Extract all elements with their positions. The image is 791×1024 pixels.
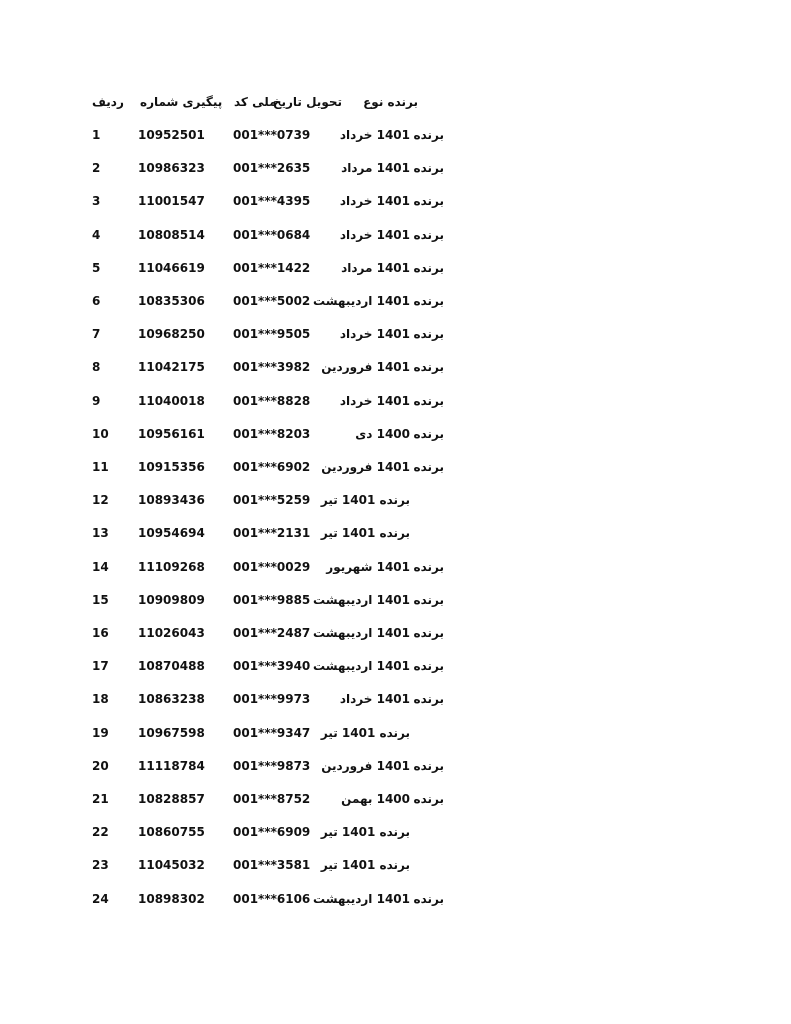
row-number: 9 (92, 394, 101, 408)
row-number: 4 (92, 228, 101, 242)
table-header (0, 92, 791, 112)
table-row (0, 623, 791, 643)
tracking-number: 10860755 (138, 825, 205, 839)
winner-type: برنده (413, 228, 444, 242)
table-row (0, 855, 791, 875)
header-delivery-date: تحویل تاریخ (272, 95, 342, 109)
delivery-date: 1401 اردیبهشت (312, 892, 410, 906)
winner-type: برنده (413, 427, 444, 441)
tracking-number: 11046619 (138, 261, 205, 275)
national-code: 001***6902 (233, 460, 311, 474)
delivery-date: برنده 1401 تیر (320, 526, 410, 540)
delivery-date: 1401 مرداد (341, 261, 410, 275)
table-row (0, 125, 791, 145)
table-row (0, 822, 791, 842)
tracking-number: 10870488 (138, 659, 205, 673)
winner-type: برنده (413, 327, 444, 341)
table-row (0, 225, 791, 245)
tracking-number: 10952501 (138, 128, 205, 142)
table-row (0, 258, 791, 278)
winner-type: برنده (413, 659, 444, 673)
tracking-number: 10956161 (138, 427, 205, 441)
tracking-number: 11040018 (138, 394, 205, 408)
row-number: 11 (92, 460, 109, 474)
row-number: 1 (92, 128, 101, 142)
row-number: 10 (92, 427, 109, 441)
winner-type: برنده (413, 460, 444, 474)
national-code: 001***2131 (233, 526, 311, 540)
header-tracking: پیگیری شماره (140, 95, 223, 109)
header-row-no: ردیف (92, 95, 124, 109)
delivery-date: برنده 1401 تیر (320, 825, 410, 839)
winner-type: برنده (413, 394, 444, 408)
table-row (0, 191, 791, 211)
row-number: 18 (92, 692, 109, 706)
table-row (0, 590, 791, 610)
row-number: 16 (92, 626, 109, 640)
tracking-number: 10863238 (138, 692, 205, 706)
delivery-date: 1401 خرداد (339, 128, 410, 142)
tracking-number: 11045032 (138, 858, 205, 872)
delivery-date: 1401 خرداد (339, 228, 410, 242)
tracking-number: 10808514 (138, 228, 205, 242)
table-row (0, 689, 791, 709)
winner-type: برنده (413, 692, 444, 706)
table-row (0, 789, 791, 809)
row-number: 6 (92, 294, 101, 308)
row-number: 17 (92, 659, 109, 673)
national-code: 001***3982 (233, 360, 311, 374)
national-code: 001***9347 (233, 726, 311, 740)
national-code: 001***2635 (233, 161, 311, 175)
delivery-date: 1401 اردیبهشت (312, 593, 410, 607)
row-number: 21 (92, 792, 109, 806)
table-row (0, 723, 791, 743)
table-row (0, 656, 791, 676)
winner-type: برنده (413, 593, 444, 607)
table-row (0, 357, 791, 377)
row-number: 19 (92, 726, 109, 740)
delivery-date: 1401 فروردین (321, 460, 410, 474)
winner-type: برنده (413, 626, 444, 640)
winner-type: برنده (413, 294, 444, 308)
row-number: 5 (92, 261, 101, 275)
tracking-number: 11001547 (138, 194, 205, 208)
delivery-date: 1401 اردیبهشت (312, 659, 410, 673)
tracking-number: 10893436 (138, 493, 205, 507)
table-row (0, 457, 791, 477)
delivery-date: 1401 خرداد (339, 327, 410, 341)
national-code: 001***1422 (233, 261, 311, 275)
national-code: 001***8203 (233, 427, 311, 441)
table-row (0, 391, 791, 411)
national-code: 001***8828 (233, 394, 311, 408)
row-number: 22 (92, 825, 109, 839)
tracking-number: 10986323 (138, 161, 205, 175)
delivery-date: 1401 خرداد (339, 194, 410, 208)
row-number: 23 (92, 858, 109, 872)
tracking-number: 10828857 (138, 792, 205, 806)
winner-type: برنده (413, 759, 444, 773)
table-row (0, 557, 791, 577)
winner-type: برنده (413, 792, 444, 806)
row-number: 7 (92, 327, 101, 341)
delivery-date: 1401 شهریور (326, 560, 410, 574)
tracking-number: 10898302 (138, 892, 205, 906)
tracking-number: 10915356 (138, 460, 205, 474)
table-row (0, 490, 791, 510)
national-code: 001***6106 (233, 892, 311, 906)
tracking-number: 10835306 (138, 294, 205, 308)
national-code: 001***5259 (233, 493, 311, 507)
row-number: 3 (92, 194, 101, 208)
winner-type: برنده (413, 161, 444, 175)
table-row (0, 523, 791, 543)
row-number: 8 (92, 360, 101, 374)
delivery-date: برنده 1401 تیر (320, 858, 410, 872)
winner-type: برنده (413, 128, 444, 142)
table-row (0, 889, 791, 909)
tracking-number: 10909809 (138, 593, 205, 607)
delivery-date: 1400 بهمن (341, 792, 410, 806)
national-code: 001***8752 (233, 792, 311, 806)
winner-type: برنده (413, 194, 444, 208)
national-code: 001***0739 (233, 128, 311, 142)
table-row (0, 756, 791, 776)
delivery-date: 1401 اردیبهشت (312, 626, 410, 640)
delivery-date: 1401 فروردین (321, 759, 410, 773)
national-code: 001***2487 (233, 626, 311, 640)
tracking-number: 11042175 (138, 360, 205, 374)
national-code: 001***9505 (233, 327, 311, 341)
national-code: 001***0684 (233, 228, 311, 242)
tracking-number: 10967598 (138, 726, 205, 740)
row-number: 12 (92, 493, 109, 507)
national-code: 001***3581 (233, 858, 311, 872)
row-number: 24 (92, 892, 109, 906)
winner-type: برنده (413, 560, 444, 574)
row-number: 2 (92, 161, 101, 175)
winner-type: برنده (413, 892, 444, 906)
national-code: 001***0029 (233, 560, 311, 574)
winner-type: برنده (413, 261, 444, 275)
delivery-date: برنده 1401 تیر (320, 493, 410, 507)
header-winner-type: برنده نوع (363, 95, 418, 109)
tracking-number: 11118784 (138, 759, 205, 773)
national-code: 001***6909 (233, 825, 311, 839)
delivery-date: 1400 دی (355, 427, 410, 441)
tracking-number: 11109268 (138, 560, 205, 574)
row-number: 14 (92, 560, 109, 574)
header-national-code: ملی کد (234, 95, 277, 109)
delivery-date: برنده 1401 تیر (320, 726, 410, 740)
tracking-number: 10954694 (138, 526, 205, 540)
tracking-number: 10968250 (138, 327, 205, 341)
national-code: 001***3940 (233, 659, 311, 673)
table-row (0, 158, 791, 178)
row-number: 13 (92, 526, 109, 540)
delivery-date: 1401 فروردین (321, 360, 410, 374)
tracking-number: 11026043 (138, 626, 205, 640)
delivery-date: 1401 مرداد (341, 161, 410, 175)
national-code: 001***9873 (233, 759, 311, 773)
delivery-date: 1401 خرداد (339, 394, 410, 408)
national-code: 001***9973 (233, 692, 311, 706)
row-number: 15 (92, 593, 109, 607)
winner-type: برنده (413, 360, 444, 374)
national-code: 001***4395 (233, 194, 311, 208)
table-row (0, 291, 791, 311)
national-code: 001***9885 (233, 593, 311, 607)
row-number: 20 (92, 759, 109, 773)
delivery-date: 1401 خرداد (339, 692, 410, 706)
delivery-date: 1401 اردیبهشت (312, 294, 410, 308)
table-row (0, 424, 791, 444)
table-row (0, 324, 791, 344)
national-code: 001***5002 (233, 294, 311, 308)
